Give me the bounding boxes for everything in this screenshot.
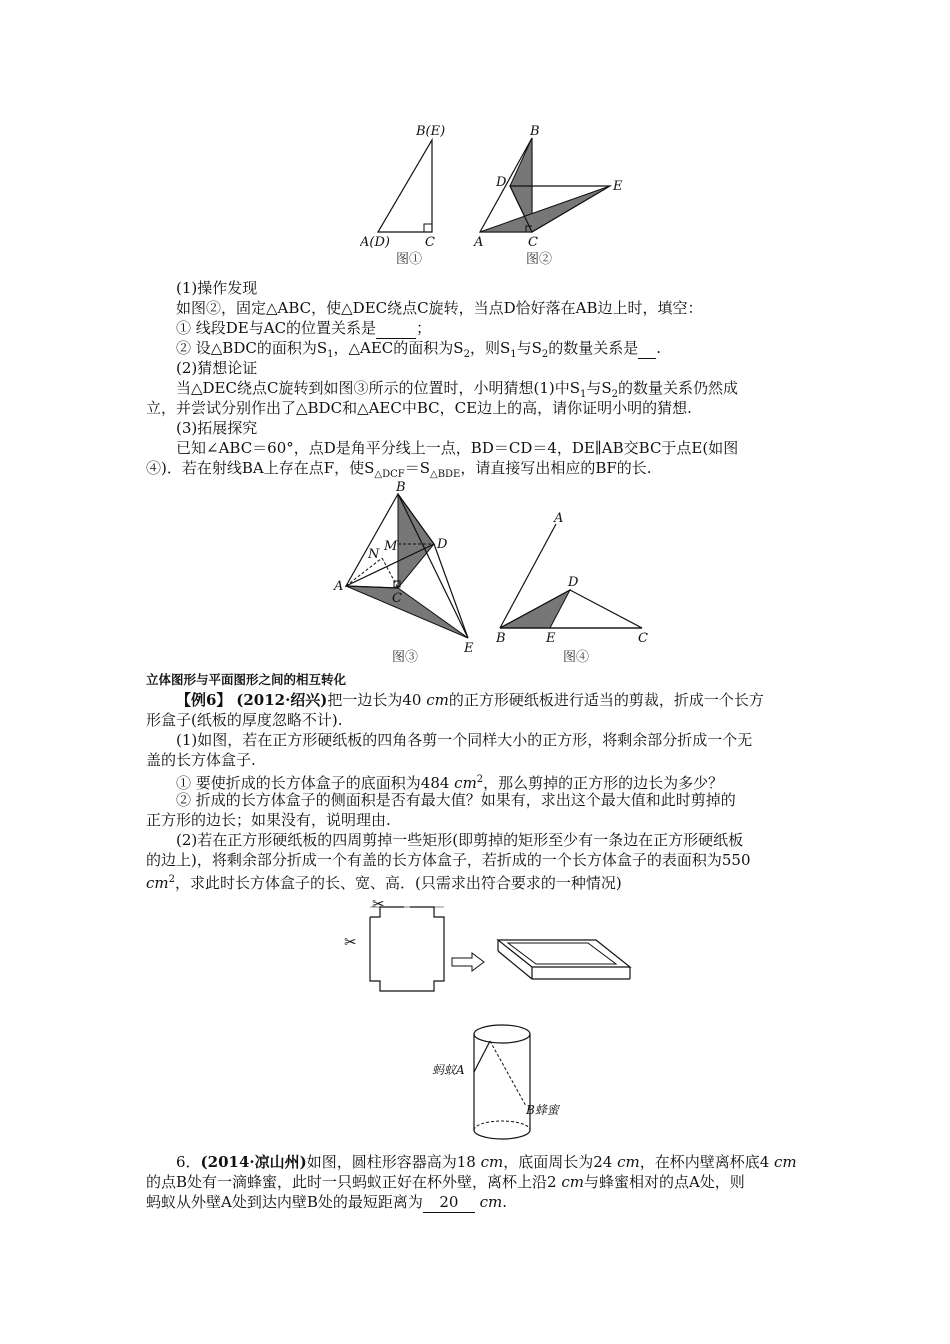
section-title: 立体图形与平面图形之间的相互转化: [146, 672, 347, 687]
problem6-line1-b: ，底面周长为24: [503, 1153, 618, 1171]
figure-3: [330, 478, 480, 658]
part2-line2: 立，并尝试分别作出了△BDC和△AEC中BC，CE边上的高，请你证明小明的猜想.: [146, 399, 692, 417]
fig4-label: 图④: [563, 650, 590, 665]
part3-line1: 已知∠ABC＝60°，点D是角平分线上一点，BD＝CD＝4，DE∥AB交BC于点E(如图: [176, 439, 739, 457]
fig3-point-E: E: [464, 641, 474, 656]
part1-line2: [176, 318, 431, 339]
problem6-line3: [146, 1192, 507, 1213]
problem6-line2-b: 与蜂蜜相对的点A处，则: [583, 1173, 745, 1191]
fig3-label: 图③: [392, 650, 419, 665]
cylinder-honey-label: B蜂蜜: [526, 1103, 559, 1117]
example6-q1b-line2: 正方形的边长；如果没有，说明理由.: [146, 811, 391, 829]
unit-cm-3: cm: [774, 1153, 797, 1171]
part1-line3-c: ，则S: [469, 339, 511, 357]
sub-1b: 1: [510, 349, 517, 360]
example6-q2-line1: (2)若在正方形硬纸板的四周剪掉一些矩形(即剪掉的矩形至少有一条边在正方形硬纸板: [176, 831, 744, 849]
example6-line1: [176, 690, 764, 710]
part2-line1-c: 的数量关系仍然成: [618, 379, 739, 397]
part1-line3-d: 与S: [516, 339, 542, 357]
fig1-point-B: B(E): [416, 124, 446, 139]
example6-line1-b: 的正方形硬纸板进行适当的剪裁，折成一个长方: [448, 691, 764, 709]
part3-line2-b: ＝S: [404, 459, 430, 477]
part3-heading: (3)拓展探究: [176, 419, 258, 437]
unit-cm-4: cm: [561, 1173, 584, 1191]
figure-4: [490, 508, 660, 648]
part1-line2-text: ① 线段DE与AC的位置关系是: [176, 319, 377, 337]
part1-heading: (1)操作发现: [176, 279, 258, 297]
q2-line3-text: ，求此时长方体盒子的长、宽、高．(只需求出符合要求的一种情况): [175, 874, 622, 892]
answer-blank-1[interactable]: [376, 318, 416, 339]
fig1-point-A: A(D): [360, 235, 390, 250]
fig1-point-C: C: [425, 235, 435, 250]
problem6-line3-end: .: [502, 1193, 508, 1211]
figure-1: [360, 120, 460, 255]
fig4-point-A: A: [554, 511, 564, 526]
fig4-point-D: D: [568, 575, 579, 590]
problem6-line2: [146, 1172, 745, 1192]
q1a-a: ① 要使折成的长方体盒子的底面积为484: [176, 774, 455, 792]
q2-unit: cm: [146, 874, 169, 892]
example6-q2-line2: 的边上)，将剩余部分折成一个有盖的长方体盒子，若折成的一个长方体盒子的表面积为550: [146, 851, 751, 869]
scissors-icon-left: ✂: [344, 933, 357, 951]
part1-line2-end: ；: [416, 319, 432, 337]
unit-cm-5: cm: [479, 1193, 503, 1211]
q2-sup: 2: [168, 874, 175, 885]
fig2-label: 图②: [526, 252, 553, 267]
cylinder-ant-label: 蚂蚁A: [432, 1063, 465, 1077]
part2-line1-a: 当△DEC绕点C旋转到如图③所示的位置时，小明猜想(1)中S: [176, 379, 580, 397]
problem6-line1-a: 如图，圆柱形容器高为18: [306, 1153, 481, 1171]
part2-heading: (2)猜想论证: [176, 359, 258, 377]
part1-line3-e: 的数量关系是: [548, 339, 639, 357]
fig2-point-E: E: [613, 179, 623, 194]
scissors-icon-top: ✂: [372, 895, 385, 913]
part3-line2-a: ④)．若在射线BA上存在点F，使S: [146, 459, 375, 477]
fig4-point-E: E: [546, 631, 556, 646]
fig3-point-C: C: [392, 591, 402, 606]
sub-2: 2: [463, 349, 470, 360]
fig3-point-N: N: [368, 547, 380, 562]
part1-line3-tail: .: [656, 339, 662, 357]
cardboard-figure: [340, 895, 640, 1000]
example6-source: (2012·绍兴): [236, 691, 328, 709]
part1-line3-b: ，△AEC的面积为S: [333, 339, 464, 357]
part1-line3-a: ② 设△BDC的面积为S: [176, 339, 328, 357]
fig1-label: 图①: [396, 252, 423, 267]
sub-bde: △BDE: [430, 469, 461, 480]
sub-1c: 1: [580, 389, 587, 400]
example6-line2: 形盒子(纸板的厚度忽略不计).: [146, 711, 343, 729]
answer-blank-20[interactable]: 20: [423, 1192, 475, 1213]
example6-q1-line1: (1)如图，若在正方形硬纸板的四角各剪一个同样大小的正方形，将剩余部分折成一个无: [176, 731, 753, 749]
fig2-point-A: A: [474, 235, 484, 250]
example6-q1-line2: 盖的长方体盒子.: [146, 751, 256, 769]
part2-line1-b: 与S: [586, 379, 612, 397]
sub-2b: 2: [541, 349, 549, 360]
part3-line2-c: ，请直接写出相应的BF的长.: [460, 459, 652, 477]
fig3-point-B: B: [396, 480, 406, 495]
example6-line1-a: 把一边长为40: [327, 691, 427, 709]
sub-dcf: △DCF: [374, 469, 405, 480]
answer-blank-2[interactable]: [638, 338, 656, 359]
arrow-right-icon: [452, 953, 484, 971]
cylinder-figure: [430, 1020, 590, 1145]
problem6-line3-a: 蚂蚁从外壁A处到达内壁B处的最短距离为: [146, 1193, 423, 1211]
unit-cm-1: cm: [480, 1153, 504, 1171]
unit-cm-2: cm: [617, 1153, 640, 1171]
fig3-point-A: A: [334, 579, 344, 594]
unit-cm: cm: [426, 691, 449, 709]
fig3-point-D: D: [437, 537, 448, 552]
problem6-line1: [176, 1152, 797, 1172]
problem6-line1-c: ，在杯内壁离杯底4: [639, 1153, 774, 1171]
example6-q2-line3: [146, 870, 622, 893]
fig4-point-C: C: [638, 631, 648, 646]
example6-q1b-line1: ② 折成的长方体盒子的侧面积是否有最大值？如果有，求出这个最大值和此时剪掉的: [176, 791, 736, 809]
fig2-point-B: B: [530, 124, 540, 139]
q1a-unit: cm: [454, 774, 477, 792]
example6-tag: 【例6】: [176, 691, 232, 709]
fig2-point-D: D: [496, 175, 507, 190]
part1-line1: 如图②，固定△ABC，使△DEC绕点C旋转，当点D恰好落在AB边上时，填空：: [176, 299, 703, 317]
fig2-point-C: C: [528, 235, 538, 250]
problem6-num: 6．: [176, 1153, 201, 1171]
q1a-b: ，那么剪掉的正方形的边长为多少？: [483, 774, 724, 792]
q1a-sup: 2: [476, 774, 484, 785]
problem6-line2-a: 的点B处有一滴蜂蜜，此时一只蚂蚁正好在杯外壁，离杯上沿2: [146, 1173, 562, 1191]
problem6-source: (2014·凉山州): [200, 1153, 307, 1171]
sub-1: 1: [327, 349, 334, 360]
figure-2: [470, 120, 630, 255]
sub-2c: 2: [611, 389, 619, 400]
fig4-point-B: B: [496, 631, 506, 646]
fig3-point-M: M: [384, 539, 398, 554]
